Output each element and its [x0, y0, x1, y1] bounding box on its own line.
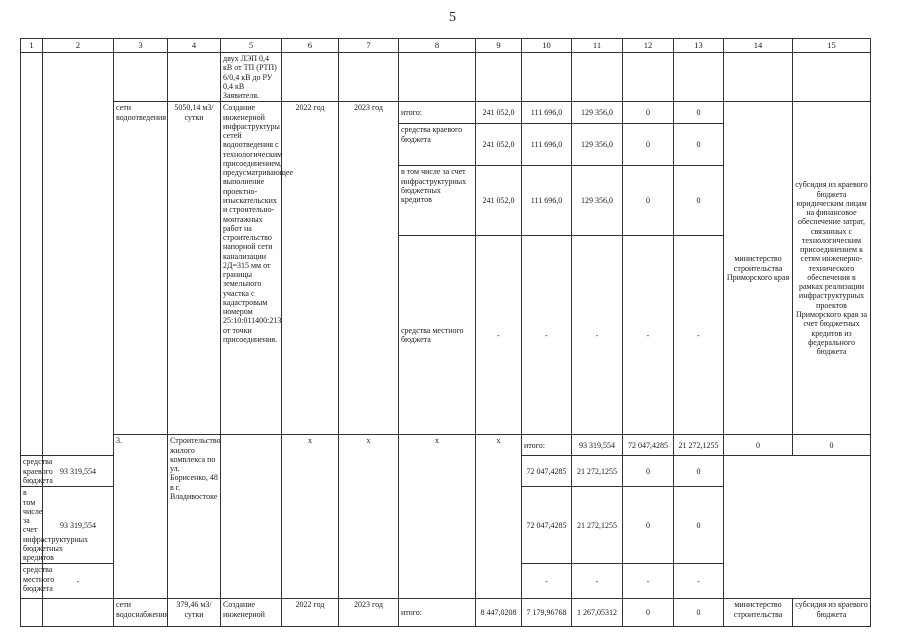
col-header: 1: [21, 39, 43, 53]
start-year: х: [399, 435, 476, 599]
amount-y1: 72 047,4285: [623, 435, 674, 456]
cell: [339, 53, 399, 102]
cell: [282, 53, 339, 102]
amount-y3: -: [623, 236, 674, 435]
amount-y3: 0: [623, 487, 674, 564]
amount-y4: 0: [674, 456, 724, 487]
amount-y3: 0: [623, 599, 674, 627]
funding-source: в том числе за счет инфраструктурных бюджетных кредитов: [399, 166, 476, 236]
table-row: [21, 435, 871, 456]
amount-y1: 111 696,0: [522, 102, 572, 124]
funding-mechanism: субсидия из краевого бюджета: [793, 599, 871, 627]
funding-source: итого:: [399, 102, 476, 124]
object-description: Создание инженерной инфраструктуры сетей водоотведения с технологическим присоединением, предусматривающее выполнение проектно-изыскательских и строительно-монтажных работ на строительство напорной сети канализации 2Д=315 мм от границы земельного участка с кадастровым номером 25:10:011400:213 от точки присоединения.: [221, 102, 282, 435]
start-year: 2022 год: [282, 102, 339, 435]
amount-y1: 72 047,4285: [522, 456, 572, 487]
amount-y2: 129 356,0: [572, 124, 623, 166]
amount-y1: 7 179,96768: [522, 599, 572, 627]
cell: [21, 53, 43, 456]
amount-y3: -: [623, 564, 674, 599]
responsible-body: министерство строительства Приморского края: [724, 102, 793, 435]
amount-y2: 129 356,0: [572, 166, 623, 236]
funding-source: средства местного бюджета: [399, 236, 476, 435]
col-header: 11: [572, 39, 623, 53]
amount-total: 93 319,554: [43, 487, 114, 564]
funding-source: средства краевого бюджета: [21, 456, 43, 487]
capacity: 5050,14 м3/сутки: [168, 102, 221, 435]
amount-total: 8 447,0208: [476, 599, 522, 627]
project-name: Строительство жилого комплекса по ул. Борисенко, 48 в г. Владивостоке: [168, 435, 221, 599]
cell: [793, 53, 871, 102]
amount-total: -: [476, 236, 522, 435]
amount-y3: 0: [724, 435, 793, 456]
cell: [724, 53, 793, 102]
cell: [168, 53, 221, 102]
funding-source: средства местного бюджета: [21, 564, 43, 599]
cell: [114, 53, 168, 102]
table-row: [21, 53, 871, 102]
cell: [674, 53, 724, 102]
amount-y3: 0: [623, 124, 674, 166]
funding-source: итого:: [522, 435, 572, 456]
amount-y3: 0: [623, 456, 674, 487]
amount-total: 93 319,554: [43, 456, 114, 487]
amount-y2: -: [572, 564, 623, 599]
amount-y3: 0: [623, 102, 674, 124]
budget-table: [20, 38, 871, 627]
amount-y3: 0: [623, 166, 674, 236]
end-year: 2023 год: [339, 102, 399, 435]
amount-y4: -: [674, 564, 724, 599]
object-description: Создание инженерной: [221, 599, 282, 627]
table-row: [21, 599, 871, 627]
amount-y1: 72 047,4285: [522, 487, 572, 564]
amount-y2: 21 272,1255: [572, 456, 623, 487]
cell: [623, 53, 674, 102]
start-year: 2022 год: [282, 599, 339, 627]
amount-y4: -: [674, 236, 724, 435]
amount-y2: -: [572, 236, 623, 435]
col-header: 9: [476, 39, 522, 53]
object-description: двух ЛЭП 0,4 кВ от ТП (РТП) 6/0,4 кВ до РУ 0,4 кВ Заявителя.: [221, 53, 282, 102]
cell: [476, 53, 522, 102]
cell: [43, 53, 114, 456]
funding-source: в том числе за счет инфраструктурных бюджетных кредитов: [21, 487, 43, 564]
col-header: 13: [674, 39, 724, 53]
amount-y1: 111 696,0: [522, 124, 572, 166]
amount-y2: 21 272,1255: [572, 487, 623, 564]
column-number-row: [21, 39, 871, 53]
col-header: 12: [623, 39, 674, 53]
col-header: 7: [339, 39, 399, 53]
funding-source: итого:: [399, 599, 476, 627]
col-header: 15: [793, 39, 871, 53]
capacity: 379,46 м3/сутки: [168, 599, 221, 627]
col-header: 10: [522, 39, 572, 53]
capacity: х: [282, 435, 339, 599]
network-type: сети водоснабжения: [114, 599, 168, 627]
end-year: х: [476, 435, 522, 599]
col-header: 6: [282, 39, 339, 53]
amount-y4: 0: [674, 102, 724, 124]
amount-y4: 0: [674, 487, 724, 564]
amount-y4: 0: [793, 435, 871, 456]
end-year: 2023 год: [339, 599, 399, 627]
amount-y1: 111 696,0: [522, 166, 572, 236]
amount-total: 241 052,0: [476, 124, 522, 166]
row-number: 3.: [114, 435, 168, 599]
col-header: 4: [168, 39, 221, 53]
table-row: [21, 102, 871, 124]
col-header: 3: [114, 39, 168, 53]
page-number: 5: [449, 10, 456, 25]
amount-y1: -: [522, 236, 572, 435]
cell: [522, 53, 572, 102]
cell: [221, 435, 282, 599]
col-header: 14: [724, 39, 793, 53]
amount-y1: -: [522, 564, 572, 599]
amount-total: 241 052,0: [476, 166, 522, 236]
amount-y2: 21 272,1255: [674, 435, 724, 456]
funding-mechanism: субсидия из краевого бюджета юридическим лицам на финансовое обеспечение затрат, связанных с технологическим присоединением к сетям инженерно-технического обеспечения в рамках реализации инфраструктурных проектов Приморского края за счет бюджетных кредитов из федерального бюджета: [793, 102, 871, 435]
responsible-body: министерство строительства: [724, 599, 793, 627]
amount-y4: 0: [674, 166, 724, 236]
col-header: 8: [399, 39, 476, 53]
funding-source: средства краевого бюджета: [399, 124, 476, 166]
cell: [21, 599, 43, 627]
amount-y4: 0: [674, 124, 724, 166]
cell: [399, 53, 476, 102]
amount-total: -: [43, 564, 114, 599]
col-header: 5: [221, 39, 282, 53]
amount-total: 93 319,554: [572, 435, 623, 456]
cell: [43, 599, 114, 627]
cell: [572, 53, 623, 102]
amount-y2: 1 267,05312: [572, 599, 623, 627]
object-description: х: [339, 435, 399, 599]
amount-y4: 0: [674, 599, 724, 627]
col-header: 2: [43, 39, 114, 53]
amount-y2: 129 356,0: [572, 102, 623, 124]
network-type: сети водоотведения: [114, 102, 168, 435]
amount-total: 241 052,0: [476, 102, 522, 124]
